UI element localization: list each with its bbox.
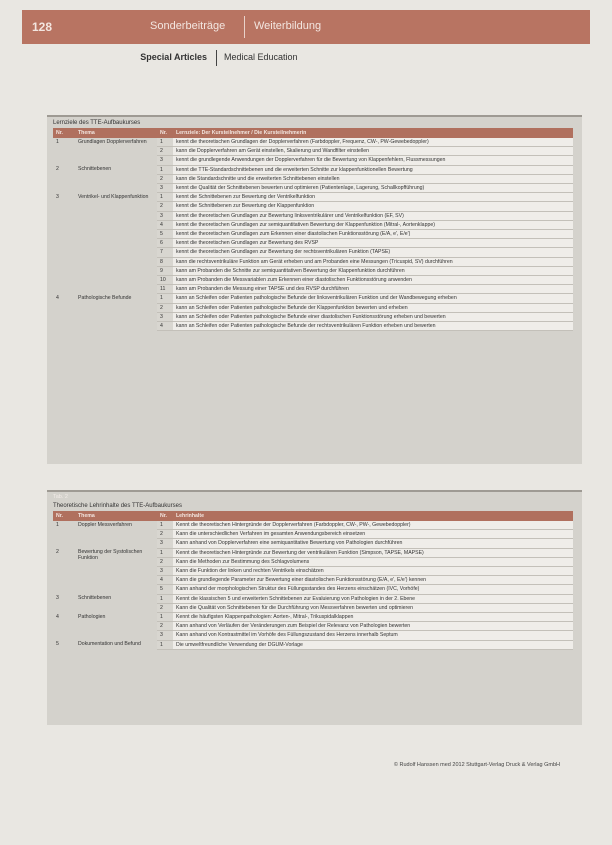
group-number: 1 (53, 138, 75, 165)
item-number: 2 (157, 147, 173, 156)
running-head (0, 50, 612, 66)
item-number: 1 (157, 138, 173, 147)
item-number: 2 (157, 303, 173, 312)
item-number: 1 (157, 193, 173, 202)
item-text: kann am Probanden die Schnitte zur semiquantitativen Bewertung der Klappenfunktion durchführen (173, 266, 573, 275)
table-row (53, 138, 573, 147)
item-number: 3 (157, 156, 173, 165)
item-text: kann an Schleifen oder Patienten pathologische Befunde der Klappenfunktion bewerten und erheben (173, 303, 573, 312)
header-subcategory: Weiterbildung (254, 20, 322, 32)
item-number: 3 (157, 312, 173, 321)
item-text: kann die Dopplerverfahren am Gerät einstellen, Skalierung und Wandfilter einstellen (173, 147, 573, 156)
table2-header-row (53, 511, 573, 521)
item-text: kann an Schleifen oder Patienten pathologische Befunde der linksventrikulären Funktion und der Wandbewegung erheben (173, 294, 573, 303)
section-right: Medical Education (224, 52, 298, 62)
item-number: 5 (157, 230, 173, 239)
item-number: 3 (157, 211, 173, 220)
item-text: kennt die theoretischen Grundlagen zum Erkennen einer diastolischen Funktionsstörung (E/A, e', E/e') (173, 230, 573, 239)
item-number: 3 (157, 539, 173, 548)
item-text: kennt die theoretischen Grundlagen zur Bewertung des RVSP (173, 239, 573, 248)
item-number: 6 (157, 239, 173, 248)
group-number: 2 (53, 165, 75, 193)
group-topic: Ventrikel- und Klappenfunktion (75, 193, 157, 294)
item-number: 4 (157, 576, 173, 585)
table-row (53, 640, 573, 649)
item-number: 2 (157, 530, 173, 539)
item-number: 5 (157, 585, 173, 594)
table1 (53, 128, 573, 331)
table1-title: Lernziele des TTE-Aufbaukurses (53, 120, 141, 126)
item-number: 10 (157, 276, 173, 285)
group-number: 4 (53, 613, 75, 641)
group-topic: Bewertung der Systolischen Funktion (75, 548, 157, 594)
item-text: kennt die theoretischen Grundlagen zur Bewertung der rechtsventrikulären Funktion (TAPSE) (173, 248, 573, 257)
table-row (53, 521, 573, 530)
header-category: Sonderbeiträge (150, 20, 226, 32)
header-divider (244, 16, 245, 38)
table2-col-topic: Thema (75, 511, 157, 521)
item-text: Kann anhand von Verläufen der Veränderungen zum Beispiel der Relevanz von Pathologien bewerten (173, 622, 573, 631)
item-number: 1 (157, 613, 173, 622)
item-number: 8 (157, 257, 173, 266)
table1-box (47, 115, 582, 464)
item-number: 1 (157, 548, 173, 557)
item-text: kennt die grundlegende Anwendungen der Dopplerverfahren für die Bewertung von Klappenfehlern, Flussmessungen (173, 156, 573, 165)
table2-title: Theoretische Lehrinhalte des TTE-Aufbaukurses (53, 503, 182, 509)
running-head-divider (216, 50, 217, 66)
group-topic: Pathologische Befunde (75, 294, 157, 331)
page-number: 128 (32, 20, 53, 34)
item-text: Kann die Methoden zur Bestimmung des Schlagvolumens (173, 557, 573, 566)
item-number: 4 (157, 220, 173, 229)
copyright-footer: © Rudolf Hanssen med 2012 Stuttgart-Verlag Druck & Verlag GmbH (393, 762, 560, 768)
section-left: Special Articles (140, 52, 207, 62)
item-number: 9 (157, 266, 173, 275)
item-text: Kann anhand der morphologischen Struktur des Füllungsstandes des Herzens einschätzen (IVC, Vorhöfe) (173, 585, 573, 594)
item-text: kennt die Qualität der Schnittebenen bewerten und optimieren (Patientenlage, Lagerung, Schallkopfführung) (173, 184, 573, 193)
item-text: kennt die Schnittebenen zur Bewertung der Ventrikelfunktion (173, 193, 573, 202)
item-text: Kann die Qualität von Schnittebenen für die Durchführung von Messverfahren bewerten und optimieren (173, 603, 573, 612)
item-text: Kann die grundlegende Parameter zur Bewertung einer diastolischen Funktionsstörung (E/A, e', E/e') kennen (173, 576, 573, 585)
item-text: kennt die theoretischen Grundlagen der Dopplerverfahren (Farbdoppler, Frequenz, CW-, PW-Gewebedoppler) (173, 138, 573, 147)
item-text: kann am Probanden die Messung einer TAPSE und des RVSP durchführen (173, 285, 573, 294)
group-topic: Pathologien (75, 613, 157, 641)
item-number: 1 (157, 521, 173, 530)
group-number: 4 (53, 294, 75, 331)
item-text: kennt die TTE-Standardschnittebenen und die erweiterten Schnitte zur klappenfunktionellen Bewertung (173, 165, 573, 174)
item-number: 3 (157, 567, 173, 576)
group-topic: Grundlagen Dopplerverfahren (75, 138, 157, 165)
item-text: Die umweltfreundliche Verwendung der DGUM-Vorlage (173, 640, 573, 649)
item-text: Kennt die häufigsten Klappenpathologien: Aorten-, Mitral-, Trikuspidalklappen (173, 613, 573, 622)
item-number: 2 (157, 174, 173, 183)
group-number: 2 (53, 548, 75, 594)
item-text: kann an Schleifen oder Patienten pathologische Befunde einer diastolischen Funktionsstörung erheben und bewerten (173, 312, 573, 321)
group-number: 1 (53, 521, 75, 548)
item-number: 1 (157, 165, 173, 174)
item-text: Kann die unterschiedlichen Verfahren im gesamten Anwendungsbereich einsetzen (173, 530, 573, 539)
table1-col-topic: Thema (75, 128, 157, 138)
item-number: 3 (157, 184, 173, 193)
item-text: kennt die theoretischen Grundlagen zur Bewertung linksventrikulärer und Ventrikelfunktion (EF, SV) (173, 211, 573, 220)
item-text: Kann anhand von Dopplerverfahren eine semiquantitative Bewertung von Pathologien durchführen (173, 539, 573, 548)
item-text: kennt die theoretischen Grundlagen zur semiquantitativen Bewertung der Klappenfunktion (Mitral-, Aortenklappe) (173, 220, 573, 229)
item-number: 1 (157, 594, 173, 603)
table-row (53, 613, 573, 622)
item-text: kennt die Schnittebenen zur Bewertung der Klappenfunktion (173, 202, 573, 211)
group-topic: Dokumentation und Befund (75, 640, 157, 649)
group-topic: Doppler Messverfahren (75, 521, 157, 548)
table2-label: Tab. 2 (53, 494, 68, 500)
item-number: 1 (157, 640, 173, 649)
item-text: Kennt die klassischen 5 und erweiterten Schnittebenen zur Evaluierung von Pathologien in der 2. Ebene (173, 594, 573, 603)
table1-col-no: Nr. (53, 128, 75, 138)
table2 (53, 511, 573, 650)
item-number: 2 (157, 202, 173, 211)
group-topic: Schnittebenen (75, 165, 157, 193)
group-number: 5 (53, 640, 75, 649)
group-topic: Schnittebenen (75, 594, 157, 612)
table-row (53, 165, 573, 174)
item-text: kann die Standardschnitte und die erweiterten Schnittebenen einstellen (173, 174, 573, 183)
group-number: 3 (53, 594, 75, 612)
table-row (53, 294, 573, 303)
item-number: 11 (157, 285, 173, 294)
table-row (53, 594, 573, 603)
item-text: Kennt die theoretischen Hintergründe der Dopplerverfahren (Farbdoppler, CW-, PW-, Gewebedoppler) (173, 521, 573, 530)
table2-col-item-no: Nr. (157, 511, 173, 521)
item-text: Kann die Funktion der linken und rechten Ventrikels einschätzen (173, 567, 573, 576)
item-number: 2 (157, 622, 173, 631)
group-number: 3 (53, 193, 75, 294)
table2-box (47, 490, 582, 725)
item-text: Kann anhand von Kontrastmittel im Vorhöfe des Füllungszustand des Herzens innerhalb Septum (173, 631, 573, 640)
item-text: kann am Probanden die Messvariablen zum Erkennen einer diastolischen Funktionsstörung anwenden (173, 276, 573, 285)
table1-col-goal: Lernziele: Der Kursteilnehmer / Die Kursteilnehmerin (173, 128, 573, 138)
table1-header-row (53, 128, 573, 138)
table-row (53, 548, 573, 557)
page-header-bar (22, 10, 590, 44)
table2-col-content: Lehrinhalte (173, 511, 573, 521)
item-text: Kennt die theoretischen Hintergründe zur Bewertung der ventrikulären Funktion (Simpson, TAPSE, MAPSE) (173, 548, 573, 557)
item-number: 2 (157, 557, 173, 566)
item-text: kann die rechtsventrikuläre Funktion am Gerät erheben und am Probanden eine Messungen (Tricuspid, SV) durchführen (173, 257, 573, 266)
item-number: 7 (157, 248, 173, 257)
item-number: 2 (157, 603, 173, 612)
table1-col-item-no: Nr. (157, 128, 173, 138)
item-number: 4 (157, 322, 173, 331)
table-row (53, 193, 573, 202)
table2-col-no: Nr. (53, 511, 75, 521)
item-text: kann an Schleifen oder Patienten pathologische Befunde der rechtsventrikulären Funktion erheben und bewerten (173, 322, 573, 331)
item-number: 1 (157, 294, 173, 303)
item-number: 3 (157, 631, 173, 640)
